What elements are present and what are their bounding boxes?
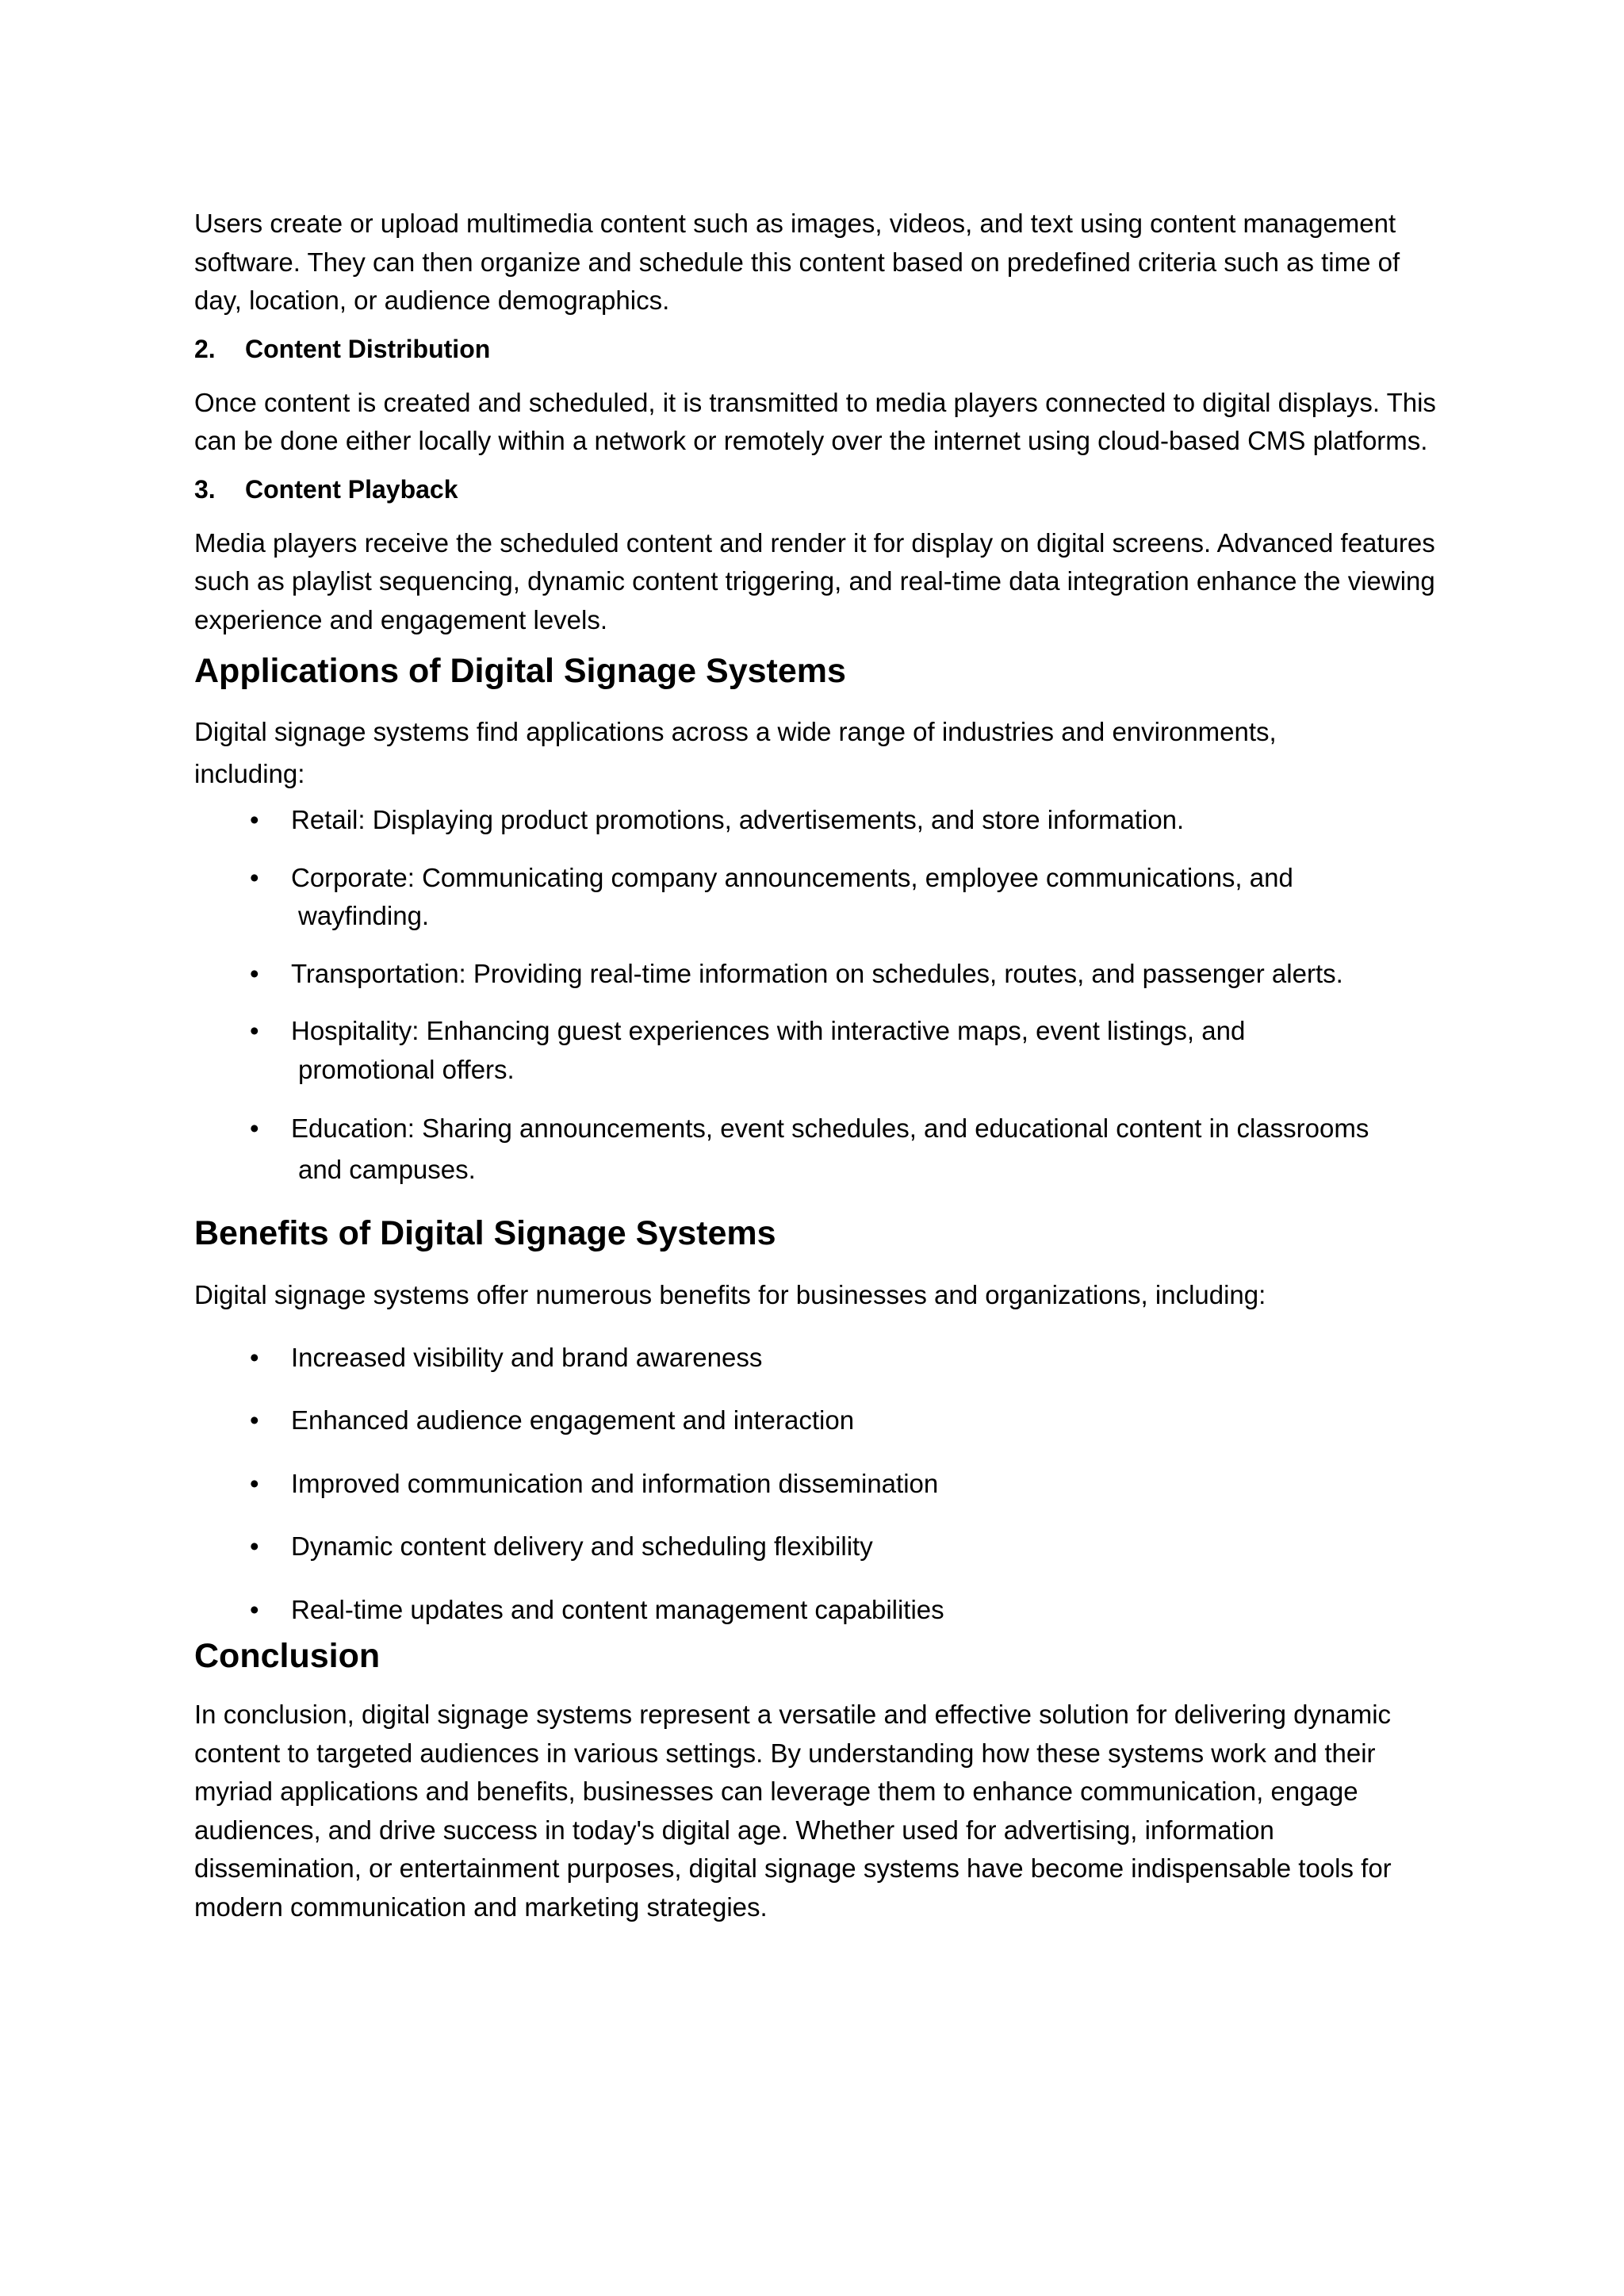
step-3-paragraph: Media players receive the scheduled content and render it for display on digital screens. Advanced features such as playlist sequencing, dynamic content triggering, and real-time data integration enhance the viewing experience and engagement levels.	[194, 527, 1435, 634]
list-item	[194, 1339, 1439, 1378]
step-2-number: 2.	[194, 334, 216, 363]
bullet-icon: •	[250, 1342, 259, 1372]
bullet-icon: •	[250, 862, 259, 892]
bullet-icon: •	[250, 1114, 259, 1143]
benefits-list	[194, 1339, 1439, 1630]
document-page	[194, 205, 1439, 1926]
list-item-continuation: promotional offers.	[298, 1054, 515, 1084]
bullet-icon: •	[250, 1531, 259, 1561]
list-item	[194, 1012, 1439, 1089]
applications-intro-line-1: Digital signage systems find applications across a wide range of industries and environments,	[194, 717, 1277, 746]
step-2-paragraph: Once content is created and scheduled, it is transmitted to media players connected to digital displays. This can be done either locally within a network or remotely over the internet using cloud-based CMS platforms.	[194, 387, 1436, 455]
bullet-icon: •	[250, 1468, 259, 1498]
list-item	[194, 1465, 1439, 1504]
applications-list	[194, 801, 1439, 1190]
list-item-text: Corporate: Communicating company announcements, employee communications, and	[291, 862, 1293, 892]
step-2-heading	[194, 332, 1439, 366]
benefits-intro: Digital signage systems offer numerous benefits for businesses and organizations, including:	[194, 1280, 1266, 1309]
list-item-continuation: wayfinding.	[298, 901, 430, 930]
list-item-text: Improved communication and information dissemination	[291, 1468, 939, 1498]
intro-paragraph: Users create or upload multimedia content such as images, videos, and text using content management software. They can then organize and schedule this content based on predefined criteria such as time of day, location, or audience demographics.	[194, 209, 1400, 315]
list-item	[194, 801, 1439, 840]
list-item-text: Transportation: Providing real-time information on schedules, routes, and passenger alerts.	[291, 958, 1343, 988]
step-2-title: Content Distribution	[245, 334, 491, 363]
conclusion-heading: Conclusion	[194, 1637, 381, 1675]
list-item	[194, 1108, 1439, 1190]
list-item-continuation: and campuses.	[298, 1155, 476, 1184]
applications-heading: Applications of Digital Signage Systems	[194, 652, 846, 690]
list-item-text: Enhanced audience engagement and interaction	[291, 1405, 855, 1435]
bullet-icon: •	[250, 805, 259, 834]
step-3-heading	[194, 472, 1439, 507]
list-item-text: Hospitality: Enhancing guest experiences with interactive maps, event listings, and	[291, 1016, 1246, 1045]
list-item-text: Real-time updates and content management capabilities	[291, 1594, 944, 1624]
benefits-heading: Benefits of Digital Signage Systems	[194, 1214, 776, 1252]
applications-intro	[194, 711, 1439, 795]
step-3-number: 3.	[194, 474, 216, 504]
list-item-text: Retail: Displaying product promotions, advertisements, and store information.	[291, 805, 1185, 834]
list-item	[194, 1527, 1439, 1566]
bullet-icon: •	[250, 1016, 259, 1045]
bullet-icon: •	[250, 1594, 259, 1624]
step-3-title: Content Playback	[245, 474, 458, 504]
conclusion-paragraph: In conclusion, digital signage systems represent a versatile and effective solution for delivering dynamic content to targeted audiences in various settings. By understanding how these systems work and their myriad applications and benefits, businesses can leverage them to enhance communication, engage audiences, and drive success in today's digital age. Whether used for advertising, information dissemination, or entertainment purposes, digital signage systems have become indispensable tools for modern communication and marketing strategies.	[194, 1700, 1392, 1922]
list-item-text: Education: Sharing announcements, event schedules, and educational content in classrooms	[291, 1114, 1369, 1143]
applications-intro-line-2: including:	[194, 759, 305, 788]
bullet-icon: •	[250, 1405, 259, 1435]
list-item	[194, 955, 1439, 994]
list-item-text: Increased visibility and brand awareness	[291, 1342, 763, 1372]
list-item	[194, 1591, 1439, 1630]
list-item	[194, 859, 1439, 936]
list-item	[194, 1401, 1439, 1440]
list-item-text: Dynamic content delivery and scheduling flexibility	[291, 1531, 873, 1561]
bullet-icon: •	[250, 958, 259, 988]
